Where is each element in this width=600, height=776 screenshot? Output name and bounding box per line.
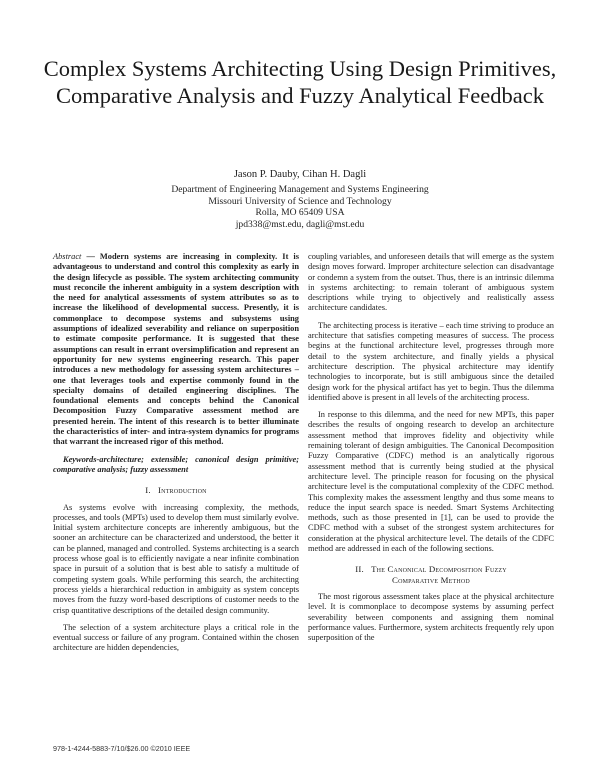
author-location: Rolla, MO 65409 USA <box>255 207 345 219</box>
right-column <box>308 252 554 650</box>
section-number: II. <box>355 564 364 575</box>
author-department: Department of Engineering Management and Systems Engineering <box>171 184 429 196</box>
section-number: I. <box>145 485 151 496</box>
paragraph: coupling variables, and unforeseen details that will emerge as the system design moves forward. Improper architecture selection can disadvantage or condemn a system from the outset. Thus, there is an intrinsic dilemma in systems architecting: to remain tolerant of ambiguous system descriptions while trying to objectively and realistically assess architecture candidates. <box>308 252 554 313</box>
section-title-line2: Comparative Method <box>392 574 470 585</box>
left-column <box>53 252 299 661</box>
author-university: Missouri University of Science and Technology <box>208 195 392 207</box>
paragraph: As systems evolve with increasing complexity, the methods, processes, and tools (MPTs) used to develop them must similarly evolve. Initial system architecture concepts are inherently ambiguous, but the sooner an architecture can be characterized and understood, the better it can be planned, managed and controlled. Systems architecting is a search process whose goal is to efficiently navigate a near infinite combination space in pursuit of a solution that is best able to satisfy a multitude of competing system goals. While performing this search, the architecting process yields a hierarchical reduction in ambiguity as system concepts moves from the fuzzy word-based descriptions of customer needs to the crisp quantitative descriptions of the detailed design community. <box>53 502 299 615</box>
copyright-footer: 978-1-4244-5883-7/10/$26.00 ©2010 IEEE <box>53 744 191 753</box>
author-emails: jpd338@mst.edu, dagli@mst.edu <box>235 218 365 230</box>
abstract-label: Abstract <box>53 252 82 261</box>
section-heading-introduction <box>53 485 299 495</box>
paragraph: The architecting process is iterative – each time striving to produce an architecture that satisfies competing measures of success. The process begins at the functional architecture level, progresses through more detail to the system architecture, and finally yields a physical architecture description. The physical architecture may identify technologies to incorporate, but is still ambiguous since the detailed design work for the physical artifact has yet to begin. Thus the dilemma identified above is present in all levels of the architecting process. <box>308 320 554 402</box>
author-block <box>40 169 560 230</box>
paragraph: The selection of a system architecture plays a critical role in the eventual success or failure of any program. Contained within the chosen architecture are hidden dependencies, <box>53 622 299 653</box>
paper-title: Complex Systems Architecting Using Design Primitives, Comparative Analysis and Fuzzy Analytical Feedback <box>43 56 557 108</box>
abstract-text: — Modern systems are increasing in complexity. It is advantageous to understand and control this complexity as early in the design lifecycle as possible. The system architecting community must reconcile the inherent ambiguity in a system description with the need for analytical assessments of system attributes so as to increase the likelihood of developmental success. Presently, it is commonplace to decompose systems and subsystems using assumptions of idealized severability and reliance on superposition to estimate composite performance. It is suggested that these assumptions can result in errant oversimplification and represent an opportunity for new systems engineering research. This paper introduces a new methodology for assessing system architectures – one that leverages tools and expertise commonly found in the specialty domains of detailed engineering disciplines. The foundational elements and concepts behind the Canonical Decomposition Fuzzy Comparative assessment method are presented herein. The intent of this research is to better illuminate the characteristics of inter- and intra-system dynamics for programs that warrant the increased rigor of this method. <box>53 252 299 447</box>
section-title-line1: The Canonical Decomposition Fuzzy <box>371 564 507 575</box>
paragraph: The most rigorous assessment takes place at the physical architecture level. It is commonplace to decompose systems by assuming perfect severability between components and assigning them nominal performance values. Furthermore, system architects frequently rely upon superposition of the <box>308 591 554 643</box>
section-heading-cdfc <box>308 564 554 585</box>
keywords: Keywords-architecture; extensible; canonical design primitive; comparative analysis; fuzzy assessment <box>53 454 299 474</box>
author-names: Jason P. Dauby, Cihan H. Dagli <box>233 169 367 180</box>
paragraph: In response to this dilemma, and the need for new MPTs, this paper describes the results of ongoing research to develop an architecture assessment method that improves fidelity and objectivity while remaining tolerant of design ambiguities. The Canonical Decomposition Fuzzy Comparative (CDFC) method is an analytically rigorous assessment method that is currently being studied at the physical architecture level. The principle reason for focusing on the physical architecture level is the computational complexity of the CDFC method. This complexity makes the assessment lengthy and thus some means to reduce the input search space is needed. Smart Systems Architecting methods, such as those presented in [1], can be used to provide the CDFC method with a subset of the strongest system architectures for consideration at the physical architecture level. The details of the CDFC method are addressed in each of the following sections. <box>308 410 554 554</box>
abstract <box>53 252 299 448</box>
section-title: Introduction <box>158 485 207 496</box>
